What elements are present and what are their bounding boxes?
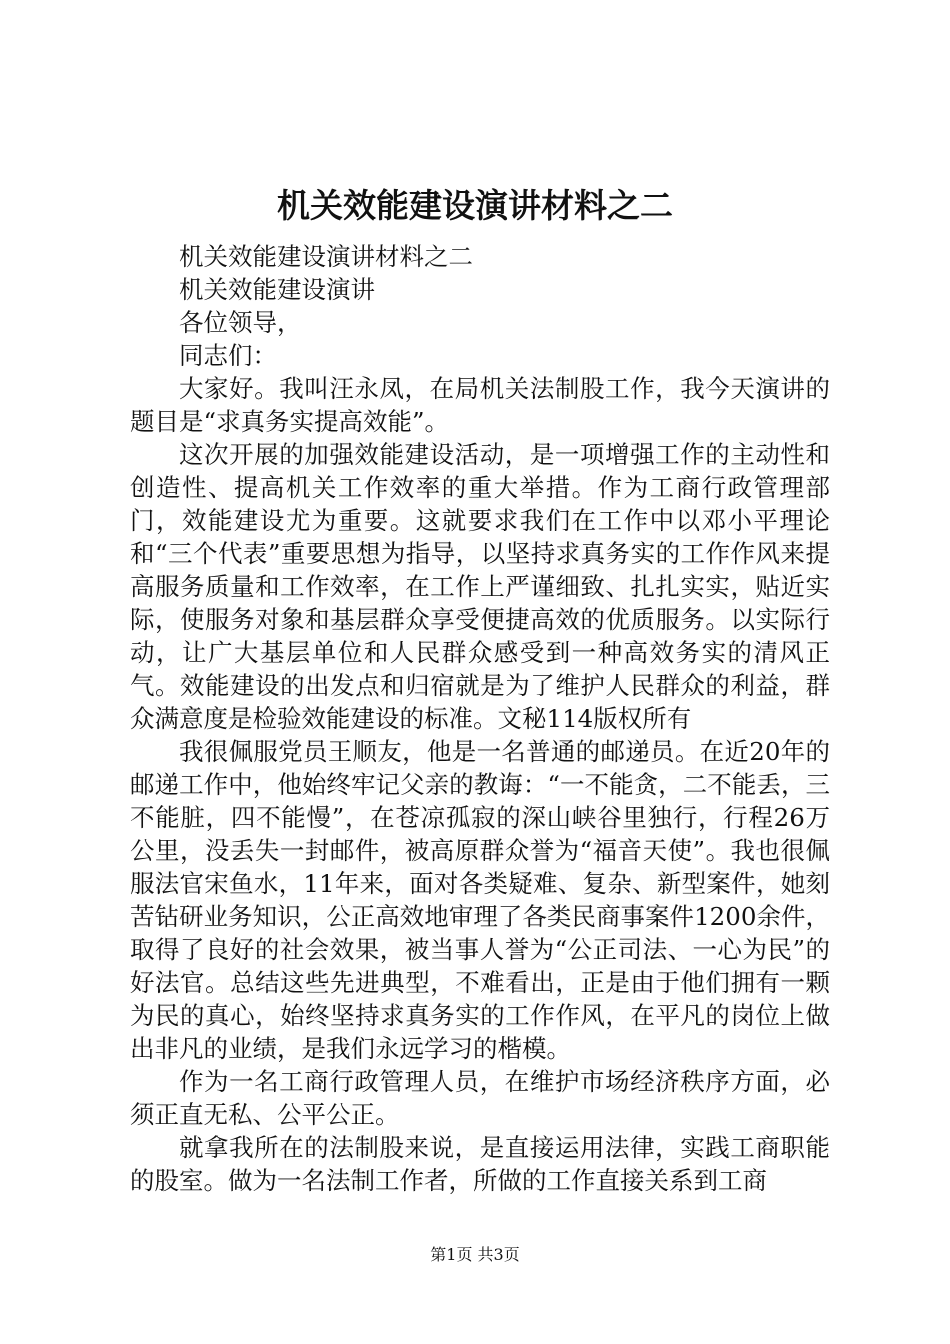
- document-title: 机关效能建设演讲材料之二: [277, 186, 673, 225]
- salutation-paragraph: 各位领导，: [179, 308, 302, 337]
- body-paragraph: 作为一名工商行政管理人员，在维护市场经济秩序方面，必须正直无私、公平公正。: [130, 1067, 830, 1129]
- intro-paragraph: 大家好。我叫汪永凤，在局机关法制股工作，我今天演讲的题目是“求真务实提高效能”。: [130, 374, 830, 436]
- page-number-footer: 第1页 共3页: [430, 1245, 520, 1264]
- document-body: [130, 240, 830, 1197]
- speech-heading-paragraph: 机关效能建设演讲: [179, 275, 375, 304]
- salutation-paragraph: 同志们：: [179, 341, 277, 370]
- body-paragraph: 这次开展的加强效能建设活动，是一项增强工作的主动性和创造性、提高机关工作效率的重大举措。作为工商行政管理部门，效能建设尤为重要。这就要求我们在工作中以邓小平理论和“三个代表”重要思想为指导，以坚持求真务实的工作作风来提高服务质量和工作效率，在工作上严谨细致、扎扎实实，贴近实际，使服务对象和基层群众享受便捷高效的优质服务。以实际行动，让广大基层单位和人民群众感受到一种高效务实的清风正气。效能建设的出发点和归宿就是为了维护人民群众的利益，群众满意度是检验效能建设的标准。文秘114版权所有: [130, 440, 830, 733]
- subtitle-paragraph: 机关效能建设演讲材料之二: [179, 242, 473, 271]
- body-paragraph: 我很佩服党员王顺友，他是一名普通的邮递员。在近20年的邮递工作中，他始终牢记父亲的教诲：“一不能贪，二不能丢，三不能脏，四不能慢”，在苍凉孤寂的深山峡谷里独行，行程26万公里，没丢失一封邮件，被高原群众誉为“福音天使”。我也很佩服法官宋鱼水，11年来，面对各类疑难、复杂、新型案件，她刻苦钻研业务知识，公正高效地审理了各类民商事案件1200余件，取得了良好的社会效果，被当事人誉为“公正司法、一心为民”的好法官。总结这些先进典型，不难看出，正是由于他们拥有一颗为民的真心，始终坚持求真务实的工作作风，在平凡的岗位上做出非凡的业绩，是我们永远学习的楷模。: [130, 737, 830, 1063]
- body-paragraph: 就拿我所在的法制股来说，是直接运用法律，实践工商职能的股室。做为一名法制工作者，所做的工作直接关系到工商: [130, 1133, 830, 1195]
